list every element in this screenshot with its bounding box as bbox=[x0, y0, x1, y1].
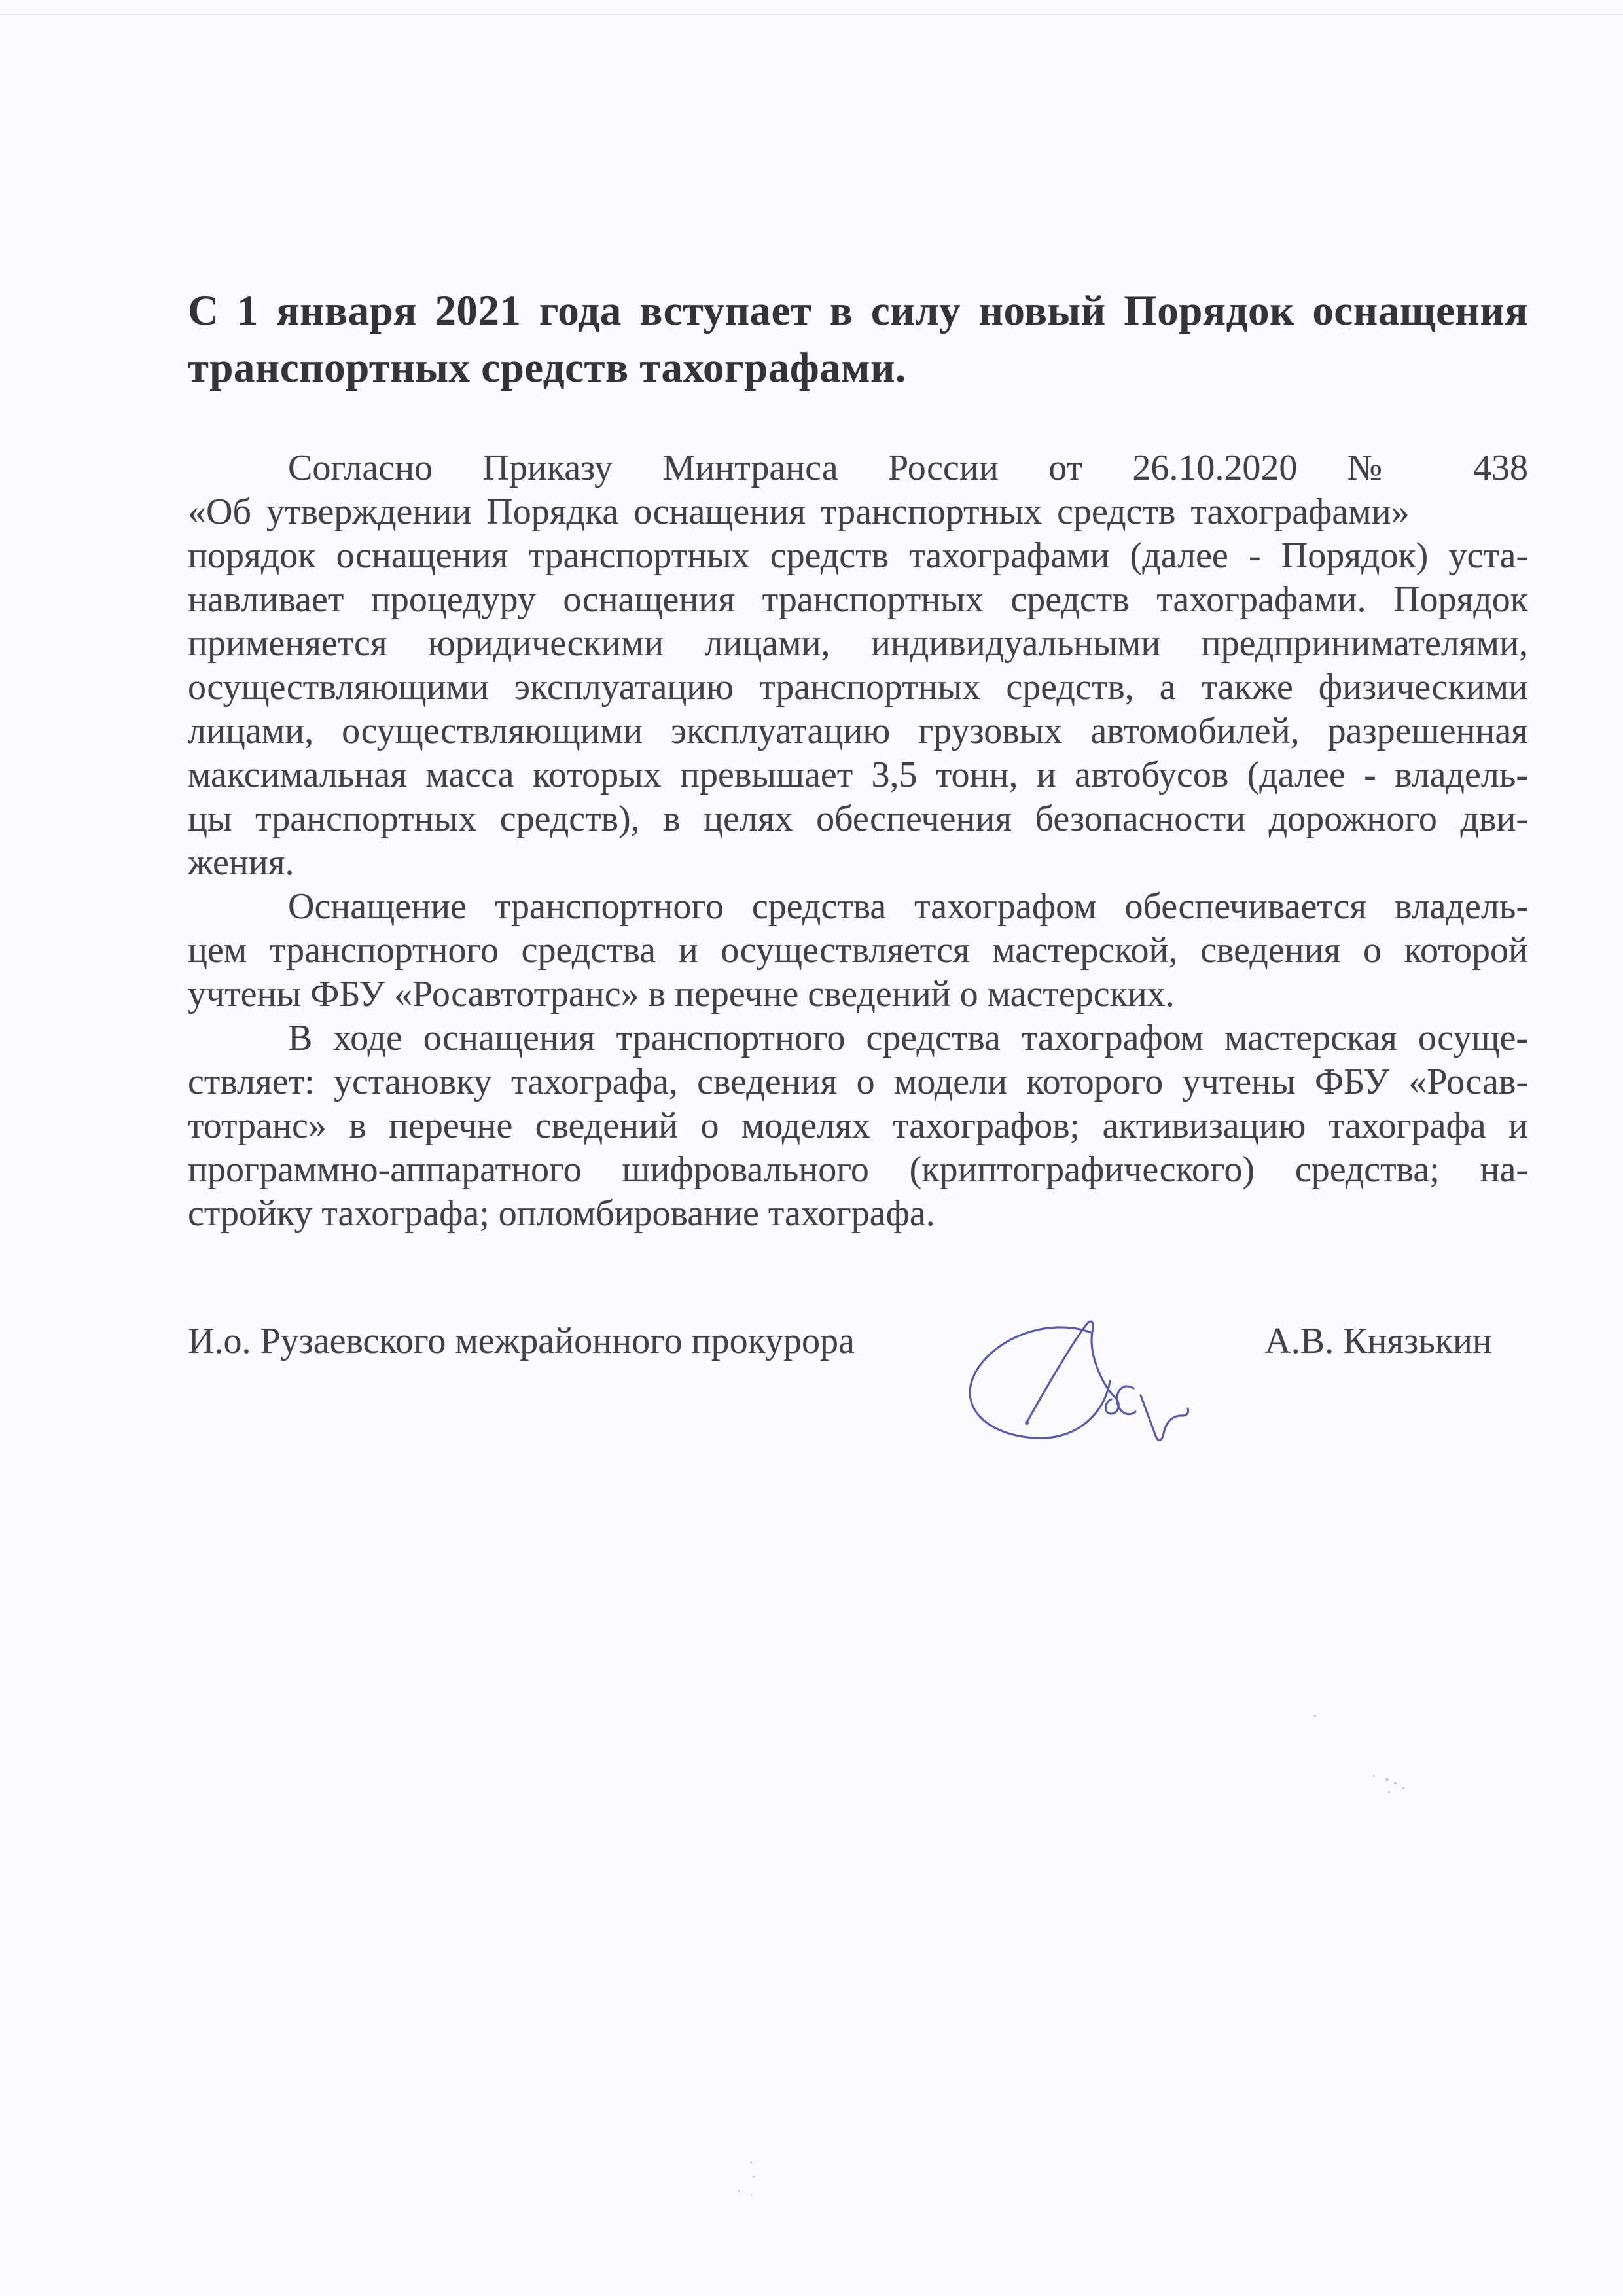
paragraph bbox=[188, 885, 1528, 1016]
document-line: «Об утверждении Порядка оснащения транспортных средств тахографами» bbox=[188, 492, 1410, 532]
document-line: тотранс» в перечне сведений о моделях тахографов; активизацию тахографа и bbox=[188, 1105, 1528, 1146]
document-line: порядок оснащения транспортных средств тахографами (далее - Порядок) уста- bbox=[188, 535, 1528, 576]
scan-speck bbox=[750, 2161, 752, 2164]
signature-c-stroke bbox=[1117, 1386, 1135, 1414]
scan-speck bbox=[1388, 1791, 1390, 1793]
signatory-name: А.В. Князькин bbox=[1264, 1321, 1492, 1361]
scan-speck bbox=[1313, 1715, 1316, 1717]
paragraph bbox=[188, 446, 1528, 885]
title-line-1: С 1 января 2021 года вступает в силу новый Порядок оснащения bbox=[188, 287, 1528, 334]
document-line: ствляет: установку тахографа, сведения о модели которого учтены ФБУ «Росав- bbox=[188, 1062, 1528, 1102]
document-line: программно-аппаратного шифровального (криптографического) средства; на- bbox=[188, 1149, 1528, 1190]
document-line: учтены ФБУ «Росавтотранс» в перечне сведений о мастерских. bbox=[188, 974, 1175, 1014]
document-line: максимальная масса которых превышает 3,5 тонн, и автобусов (далее - владель- bbox=[188, 755, 1528, 795]
signature-letter-stroke bbox=[1027, 1321, 1118, 1422]
scan-speck bbox=[751, 2194, 752, 2196]
document-body bbox=[188, 446, 1528, 1236]
scan-edge-artifact bbox=[0, 14, 1623, 15]
document-line: навливает процедуру оснащения транспортных средств тахографами. Порядок bbox=[188, 579, 1528, 620]
scan-speck bbox=[1402, 1787, 1404, 1789]
signature-oval-stroke bbox=[970, 1327, 1110, 1438]
document-line: лицами, осуществляющими эксплуатацию грузовых автомобилей, разрешенная bbox=[188, 711, 1528, 751]
signature-pen-dot bbox=[1025, 1421, 1029, 1425]
signature-tail-stroke bbox=[1141, 1395, 1188, 1441]
paragraph bbox=[188, 1016, 1528, 1236]
scan-speck bbox=[1394, 1782, 1397, 1784]
document-line: В ходе оснащения транспортного средства тахографом мастерская осуще- bbox=[288, 1018, 1528, 1058]
handwritten-signature bbox=[952, 1309, 1201, 1453]
document-line: цы транспортных средств), в целях обеспечения безопасности дорожного дви- bbox=[188, 798, 1528, 839]
document-line: Оснащение транспортного средства тахографом обеспечивается владель- bbox=[288, 886, 1528, 927]
document-line: стройку тахографа; опломбирование тахографа. bbox=[188, 1193, 935, 1234]
scan-speck bbox=[1373, 1775, 1375, 1777]
document-line: осуществляющими эксплуатацию транспортных средств, а также физическими bbox=[188, 667, 1528, 708]
document-line: цем транспортного средства и осуществляется мастерской, сведения о которой bbox=[188, 930, 1528, 971]
scan-speck bbox=[753, 2176, 755, 2178]
scan-speck bbox=[1385, 1778, 1389, 1781]
document-line: Согласно Приказу Минтранса России от 26.10.2020 № 438 bbox=[288, 448, 1528, 488]
signature-row bbox=[188, 1319, 1528, 1363]
signatory-position: И.о. Рузаевского межрайонного прокурора bbox=[188, 1321, 855, 1361]
document-line: жения. bbox=[188, 842, 294, 883]
scan-speck bbox=[738, 2190, 740, 2192]
title-line-2: транспортных средств тахографами. bbox=[188, 344, 906, 391]
document-line: применяется юридическими лицами, индивидуальными предпринимателями, bbox=[188, 623, 1528, 664]
document-title bbox=[188, 283, 1528, 397]
